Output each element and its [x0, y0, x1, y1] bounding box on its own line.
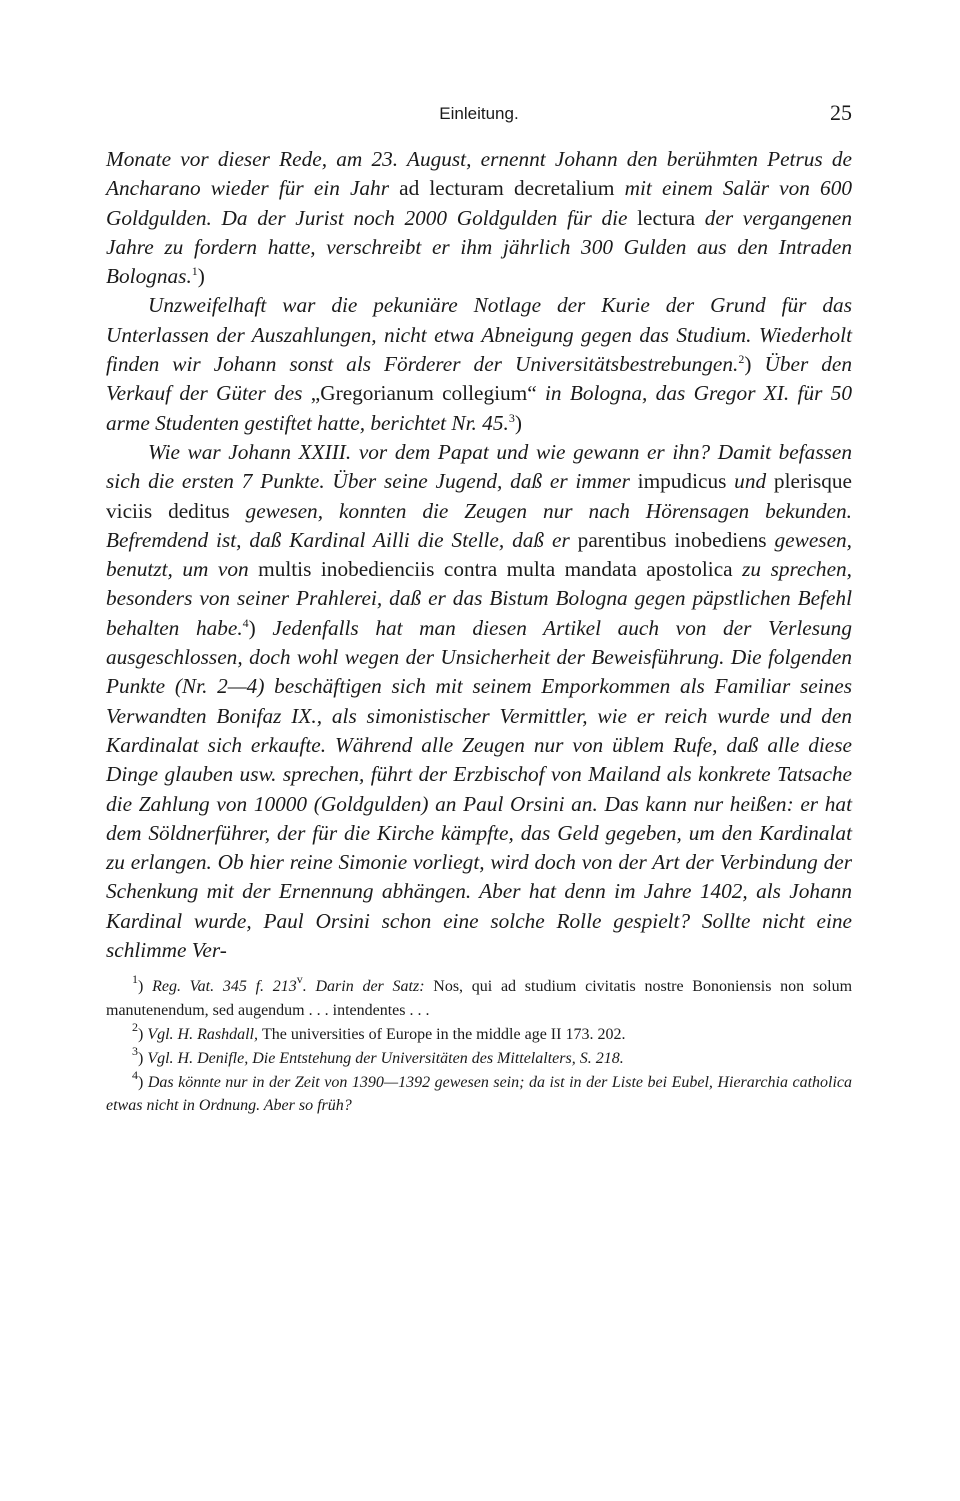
italic-text: in Bologna, das Gregor XI. für 50 arme Studenten gestiftet hatte, berichtet Nr. 45. — [106, 381, 852, 435]
italic-text: Reg. Vat. 345 f. 213 — [152, 978, 297, 996]
italic-text: Vgl. H. Rashdall, — [147, 1025, 262, 1043]
roman-text: lectura — [637, 205, 696, 230]
footnote — [106, 1067, 852, 1119]
italic-text: Monate vor dieser Rede, am 23. August, ernennt Johann den berühmten Petrus de Ancharano wieder für ein Jahr — [106, 147, 852, 201]
footnote-marker: v — [296, 972, 303, 987]
italic-text: gewesen, benutzt, um von — [106, 527, 853, 582]
italic-text: Das könnte nur in der Zeit von 1390—1392 gewesen sein; da ist in der Liste bei Eubel, Hierarchia catholica etwas nicht in Ordnung. Aber so früh? — [106, 1073, 852, 1115]
paragraph — [106, 145, 852, 291]
italic-text: Wie war Johann XXIII. vor dem Papat und wie gewann er ihn? Damit befassen sich die ersten 7 Punkte. Über seine Jugend, daß er immer — [106, 439, 852, 494]
roman-text: plerisque viciis deditus — [106, 469, 852, 523]
page-number: 25 — [830, 100, 852, 125]
italic-text: Unzweifelhaft war die pekuniäre Notlage der Kurie der Grund für das Unterlassen der Auszahlungen, nicht etwa Abneigung gegen das Studium. Wiederholt finden wir Johann sonst als Förderer der Universitätsbestrebungen. — [106, 293, 852, 377]
roman-text: ) — [138, 1025, 148, 1043]
roman-text: ) — [744, 352, 765, 377]
paragraph — [106, 438, 852, 965]
running-title: Einleitung. — [439, 104, 519, 123]
running-header — [106, 100, 852, 134]
roman-text: parentibus inobediens — [577, 527, 767, 552]
footnote-marker: 2 — [132, 1019, 138, 1034]
footnote-marker: 3 — [132, 1043, 138, 1058]
footnote-marker: 3 — [508, 410, 515, 425]
italic-text: Jedenfalls hat man diesen Artikel auch von der Verlesung ausgeschlossen, doch wohl wegen der Unsicherheit der Beweisführung. Die folgenden Punkte (Nr. 2—4) beschäftigen sich mit seinem Emporkommen als Familiar seines Verwandten Bonifaz IX., als simonistischer Vermittler, wie er reich wurde und den Kardinalat sich erkaufte. Während alle Zeugen nur von üblem Rufe, daß alle diese Dinge glauben usw. sprechen, führt der Erzbischof von Mailand als konkrete Tatsache die Zahlung von 10000 (Goldgulden) an Paul Orsini an. Das kann nur heißen: er hat dem Söldnerführer, der für die Kirche kämpfte, das Geld gegeben, um den Kardinalat zu erlangen. Ob hier reine Simonie vorliegt, wird doch von der Art der Verbindung der Schenkung mit der Ernennung abhängen. Aber hat denn im Jahre 1402, als Johann Kardinal wurde, Paul Orsini schon eine solche Rolle gespielt? Sollte nicht eine schlimme Ver- — [106, 615, 852, 963]
roman-text: ) — [138, 978, 153, 996]
footnote — [106, 1019, 852, 1047]
italic-text: Über den Verkauf der Güter des — [106, 352, 853, 406]
roman-text: The universities of Europe in the middle age II 173. 202. — [262, 1025, 626, 1043]
book-page — [106, 100, 852, 1118]
roman-text: ) — [138, 1049, 148, 1067]
paragraph — [106, 291, 852, 437]
footnotes — [106, 972, 853, 1118]
roman-text: ) — [138, 1073, 148, 1091]
roman-text: Nos, qui ad studium civitatis nostre Bononiensis non solum manutenendum, sed augendum . . . intendentes . . . — [106, 978, 853, 1020]
footnote — [106, 1043, 852, 1071]
footnote-marker: 1 — [191, 264, 198, 279]
footnote — [106, 972, 853, 1023]
roman-text: ) — [197, 264, 205, 289]
italic-text: der vergangenen Jahre zu fordern hatte, verschreibt er ihm jährlich 300 Gulden aus den Intraden Bolognas. — [106, 205, 852, 289]
footnote-marker: 2 — [738, 352, 745, 367]
roman-text: ) — [248, 615, 273, 640]
italic-text: . Darin der Satz: — [302, 978, 434, 996]
italic-text: mit einem Salär von 600 Goldgulden. Da der Jurist noch 2000 Goldgulden für die — [106, 176, 852, 230]
italic-text: und — [726, 469, 774, 494]
italic-text: gewesen, konnten die Zeugen nur nach Hörensagen bekunden. Befremdend ist, daß Kardinal Ailli die Stelle, daß er — [106, 498, 852, 552]
roman-text: „Gregorianum collegium“ — [310, 381, 537, 406]
main-text — [106, 145, 852, 965]
roman-text: multis inobedienciis contra multa mandata apostolica — [258, 557, 733, 582]
footnote-marker: 4 — [242, 615, 249, 630]
italic-text: Vgl. H. Denifle, Die Entstehung der Universitäten des Mittelalters, S. 218. — [147, 1049, 624, 1067]
footnote-marker: 4 — [132, 1067, 138, 1082]
roman-text: ) — [514, 410, 522, 435]
italic-text: zu sprechen, besonders von seiner Prahlerei, daß er das Bistum Bologna gegen päpstlichen Befehl behalten habe. — [106, 557, 852, 640]
roman-text: impudicus — [637, 469, 727, 494]
roman-text: ad lecturam decretalium — [399, 176, 615, 201]
footnote-marker: 1 — [132, 972, 138, 987]
